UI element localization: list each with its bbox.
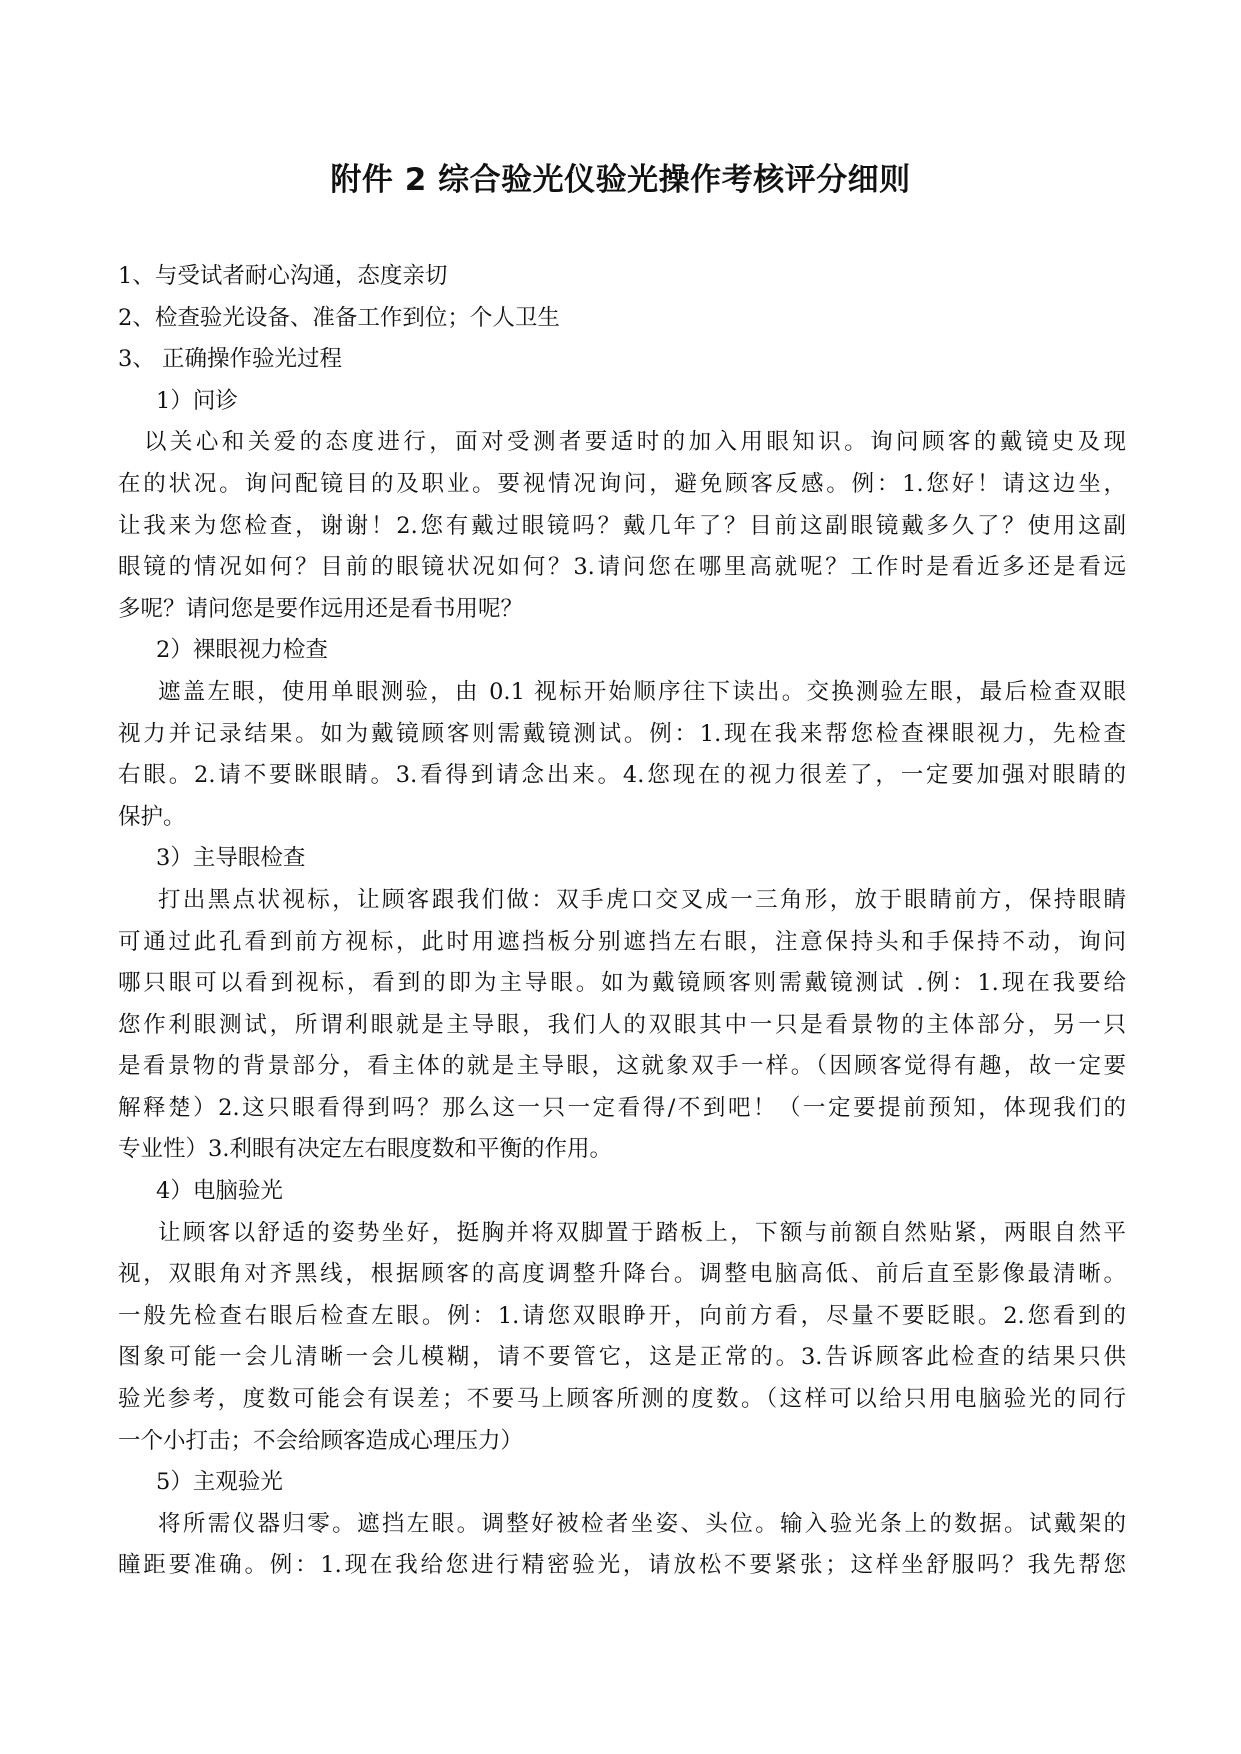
paragraph-line: 解释楚）2.这只眼看得到吗？那么这一只一定看得/不到吧！（一定要提前预知，体现我们的 — [118, 1094, 1126, 1121]
document-body — [118, 256, 1126, 1587]
paragraph-line: 眼镜的情况如何？目前的眼镜状况如何？3.请问您在哪里高就呢？工作时是看近多还是看远 — [118, 554, 1126, 581]
list-item-2: 2、检查验光设备、准备工作到位；个人卫生 — [118, 304, 560, 331]
subheading-subjective-refraction: 5）主观验光 — [156, 1469, 283, 1496]
paragraph-line: 瞳距要准确。例：1.现在我给您进行精密验光，请放松不要紧张；这样坐舒服吗？我先帮您 — [118, 1552, 1126, 1579]
paragraph-line: 可通过此孔看到前方视标，此时用遮挡板分别遮挡左右眼，注意保持头和手保持不动，询问 — [118, 928, 1126, 955]
paragraph-line: 视力并记录结果。如为戴镜顾客则需戴镜测试。例：1.现在我来帮您检查裸眼视力，先检查 — [118, 720, 1126, 747]
paragraph-line: 一般先检查右眼后检查左眼。例：1.请您双眼睁开，向前方看，尽量不要眨眼。2.您看到的 — [118, 1302, 1126, 1329]
paragraph-line: 视，双眼角对齐黑线，根据顾客的高度调整升降台。调整电脑高低、前后直至影像最清晰。 — [118, 1261, 1126, 1288]
paragraph-line: 将所需仪器归零。遮挡左眼。调整好被检者坐姿、头位。输入验光条上的数据。试戴架的 — [158, 1510, 1126, 1537]
paragraph-line: 右眼。2.请不要眯眼睛。3.看得到请念出来。4.您现在的视力很差了，一定要加强对眼睛的 — [118, 762, 1126, 789]
paragraph-line: 一个小打击；不会给顾客造成心理压力） — [118, 1427, 524, 1454]
paragraph-line: 遮盖左眼，使用单眼测验，由 0.1 视标开始顺序往下读出。交换测验左眼，最后检查双眼 — [158, 678, 1126, 705]
subheading-dominant-eye: 3）主导眼检查 — [156, 845, 306, 872]
paragraph-line: 专业性）3.利眼有决定左右眼度数和平衡的作用。 — [118, 1136, 612, 1163]
paragraph-line: 让顾客以舒适的姿势坐好，挺胸并将双脚置于踏板上，下额与前额自然贴紧，两眼自然平 — [158, 1219, 1126, 1246]
paragraph-line: 您作利眼测试，所谓利眼就是主导眼，我们人的双眼其中一只是看景物的主体部分，另一只 — [118, 1011, 1126, 1038]
subheading-computer-refraction: 4）电脑验光 — [156, 1178, 283, 1205]
paragraph-line: 验光参考，度数可能会有误差；不要马上顾客所测的度数。（这样可以给只用电脑验光的同行 — [118, 1386, 1126, 1413]
list-item-1: 1、与受试者耐心沟通，态度亲切 — [118, 263, 448, 289]
paragraph-line: 图象可能一会儿清晰一会儿模糊，请不要管它，这是正常的。3.告诉顾客此检查的结果只供 — [118, 1344, 1126, 1371]
paragraph-line: 是看景物的背景部分，看主体的就是主导眼，这就象双手一样。（因顾客觉得有趣，故一定要 — [118, 1053, 1126, 1080]
paragraph-line: 保护。 — [118, 803, 186, 830]
subheading-naked-eye-vision: 2）裸眼视力检查 — [156, 637, 328, 664]
paragraph-line: 打出黑点状视标，让顾客跟我们做：双手虎口交叉成一三角形，放于眼睛前方，保持眼睛 — [158, 886, 1126, 913]
paragraph-line: 多呢？请问您是要作远用还是看书用呢？ — [118, 595, 524, 622]
document-title: 附件 2 综合验光仪验光操作考核评分细则 — [330, 162, 911, 198]
paragraph-line: 哪只眼可以看到视标，看到的即为主导眼。如为戴镜顾客则需戴镜测试 .例：1.现在我要给 — [118, 970, 1126, 997]
paragraph-line: 在的状况。询问配镜目的及职业。要视情况询问，避免顾客反感。例：1.您好！请这边坐， — [118, 470, 1126, 497]
paragraph-line: 让我来为您检查，谢谢！2.您有戴过眼镜吗？戴几年了？目前这副眼镜戴多久了？使用这副 — [118, 512, 1126, 539]
paragraph-line: 以关心和关爱的态度进行，面对受测者要适时的加入用眼知识。询问顾客的戴镜史及现 — [144, 429, 1126, 456]
list-item-3: 3、 正确操作验光过程 — [118, 346, 342, 373]
subheading-inquiry: 1）问诊 — [156, 387, 238, 414]
